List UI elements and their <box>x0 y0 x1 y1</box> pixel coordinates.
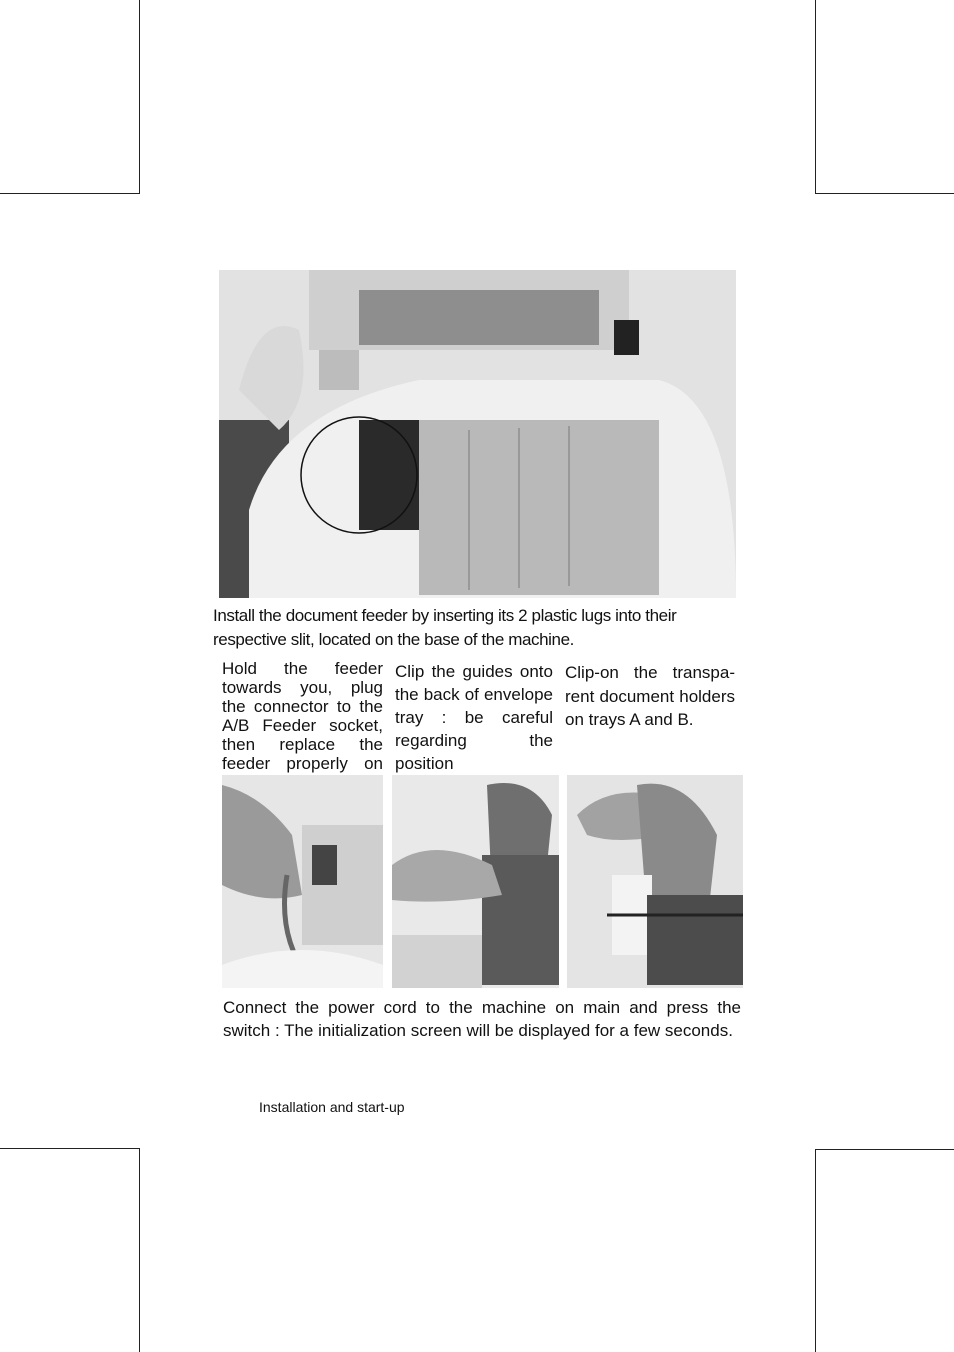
crop-mark-bottom-left <box>0 1148 140 1352</box>
crop-mark-top-right <box>815 0 954 194</box>
crop-mark-bottom-right <box>815 1149 954 1352</box>
crop-mark-top-left <box>0 0 140 194</box>
step-2-text: Clip the guides onto the back of envelope tray : be careful regarding the position <box>395 662 553 773</box>
power-cord-caption: Connect the power cord to the machine on main and press the switch : The initialization screen will be displayed for a few seconds. <box>223 998 741 1040</box>
connector-plug-photo <box>222 775 383 988</box>
envelope-tray-guides-photo <box>392 775 559 988</box>
page-footer: Installation and start-up <box>259 1099 405 1115</box>
feeder-installation-photo <box>219 270 736 598</box>
document-holders-photo <box>567 775 743 988</box>
step-1-text: Hold the feeder towards you, plug the connector to the A/B Feeder socket, then replace the feeder properly on <box>222 659 383 773</box>
step-3-text: Clip-on the transpa-rent document holders on trays A and B. <box>565 663 735 729</box>
main-caption: Install the document feeder by inserting its 2 plastic lugs into their respective slit, located on the base of the machine. <box>213 606 677 649</box>
